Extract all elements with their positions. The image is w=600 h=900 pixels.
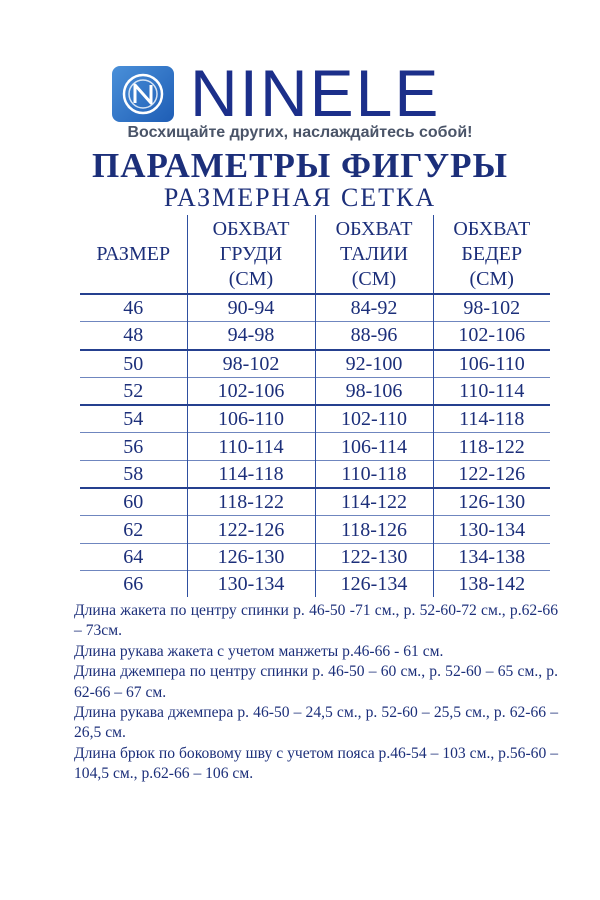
header-hips-line3: (СМ) bbox=[469, 267, 514, 290]
header-size-label: РАЗМЕР bbox=[96, 242, 171, 265]
waist-cell: 84-92 bbox=[315, 294, 433, 322]
header-waist-line2: ТАЛИИ bbox=[339, 242, 409, 265]
chest-cell: 102-106 bbox=[187, 377, 315, 405]
header-waist-line3: (СМ) bbox=[351, 267, 397, 290]
table-row bbox=[80, 322, 550, 350]
chest-cell: 94-98 bbox=[187, 322, 315, 350]
size-cell: 46 bbox=[80, 294, 187, 322]
header-size bbox=[80, 215, 187, 294]
brand-slogan: Восхищайте других, наслаждайтесь собой! bbox=[127, 124, 473, 141]
note-jumper-length: Длина джемпера по центру спинки р. 46-50 – 60 см., р. 52-60 – 65 см., р. 62-66 – 67 см. bbox=[74, 663, 558, 701]
hips-cell: 118-122 bbox=[433, 433, 550, 460]
header-waist-line1: ОБХВАТ bbox=[335, 217, 413, 240]
brand-header bbox=[112, 56, 512, 130]
chest-cell: 106-110 bbox=[187, 405, 315, 433]
header-waist bbox=[315, 215, 433, 294]
table-row bbox=[80, 377, 550, 405]
size-cell: 62 bbox=[80, 516, 187, 543]
waist-cell: 92-100 bbox=[315, 350, 433, 378]
size-cell: 56 bbox=[80, 433, 187, 460]
size-cell: 54 bbox=[80, 405, 187, 433]
size-cell: 50 bbox=[80, 350, 187, 378]
hips-cell: 106-110 bbox=[433, 350, 550, 378]
chest-cell: 126-130 bbox=[187, 543, 315, 570]
header-chest bbox=[187, 215, 315, 294]
waist-cell: 114-122 bbox=[315, 488, 433, 516]
waist-cell: 106-114 bbox=[315, 433, 433, 460]
table-row bbox=[80, 350, 550, 378]
page-subtitle: РАЗМЕРНАЯ СЕТКА bbox=[163, 183, 437, 212]
table-row bbox=[80, 488, 550, 516]
chest-cell: 90-94 bbox=[187, 294, 315, 322]
chest-cell: 118-122 bbox=[187, 488, 315, 516]
note-jacket-length: Длина жакета по центру спинки р. 46-50 -71 см., р. 52-60-72 см., р.62-66 – 73см. bbox=[74, 602, 558, 640]
brand-name: NINELE bbox=[190, 56, 441, 130]
chest-cell: 130-134 bbox=[187, 570, 315, 597]
table-row bbox=[80, 405, 550, 433]
table-header-row bbox=[80, 215, 550, 294]
chest-cell: 114-118 bbox=[187, 460, 315, 488]
waist-cell: 98-106 bbox=[315, 377, 433, 405]
table-row bbox=[80, 460, 550, 488]
size-cell: 58 bbox=[80, 460, 187, 488]
measurement-notes bbox=[74, 601, 558, 785]
hips-cell: 130-134 bbox=[433, 516, 550, 543]
header-hips-line1: ОБХВАТ bbox=[453, 217, 531, 240]
hips-cell: 98-102 bbox=[433, 294, 550, 322]
note-jumper-sleeve: Длина рукава джемпера р. 46-50 – 24,5 см., р. 52-60 – 25,5 см., р. 62-66 – 26,5 см. bbox=[74, 704, 558, 742]
size-cell: 60 bbox=[80, 488, 187, 516]
hips-cell: 114-118 bbox=[433, 405, 550, 433]
table-row bbox=[80, 294, 550, 322]
size-cell: 52 bbox=[80, 377, 187, 405]
header-chest-line1: ОБХВАТ bbox=[212, 217, 290, 240]
hips-cell: 126-130 bbox=[433, 488, 550, 516]
waist-cell: 126-134 bbox=[315, 570, 433, 597]
header-chest-line3: (СМ) bbox=[228, 267, 274, 290]
hips-cell: 110-114 bbox=[433, 377, 550, 405]
hips-cell: 122-126 bbox=[433, 460, 550, 488]
waist-cell: 118-126 bbox=[315, 516, 433, 543]
size-table bbox=[80, 215, 550, 597]
table-row bbox=[80, 543, 550, 570]
n-monogram-icon bbox=[112, 66, 174, 122]
header-chest-line2: ГРУДИ bbox=[219, 242, 283, 265]
size-cell: 48 bbox=[80, 322, 187, 350]
waist-cell: 110-118 bbox=[315, 460, 433, 488]
chest-cell: 98-102 bbox=[187, 350, 315, 378]
hips-cell: 102-106 bbox=[433, 322, 550, 350]
page-title: ПАРАМЕТРЫ ФИГУРЫ bbox=[92, 146, 508, 185]
header-hips bbox=[433, 215, 550, 294]
table-row bbox=[80, 433, 550, 460]
size-cell: 66 bbox=[80, 570, 187, 597]
table-row bbox=[80, 570, 550, 597]
table-row bbox=[80, 516, 550, 543]
size-cell: 64 bbox=[80, 543, 187, 570]
waist-cell: 88-96 bbox=[315, 322, 433, 350]
note-jacket-sleeve: Длина рукава жакета с учетом манжеты р.46-66 - 61 см. bbox=[74, 642, 444, 660]
header-hips-line2: БЕДЕР bbox=[461, 242, 523, 265]
waist-cell: 122-130 bbox=[315, 543, 433, 570]
chest-cell: 110-114 bbox=[187, 433, 315, 460]
hips-cell: 138-142 bbox=[433, 570, 550, 597]
hips-cell: 134-138 bbox=[433, 543, 550, 570]
chest-cell: 122-126 bbox=[187, 516, 315, 543]
note-trousers-length: Длина брюк по боковому шву с учетом пояса р.46-54 – 103 см., р.56-60 – 104,5 см., р.62-66 – 106 см. bbox=[74, 744, 558, 783]
waist-cell: 102-110 bbox=[315, 405, 433, 433]
